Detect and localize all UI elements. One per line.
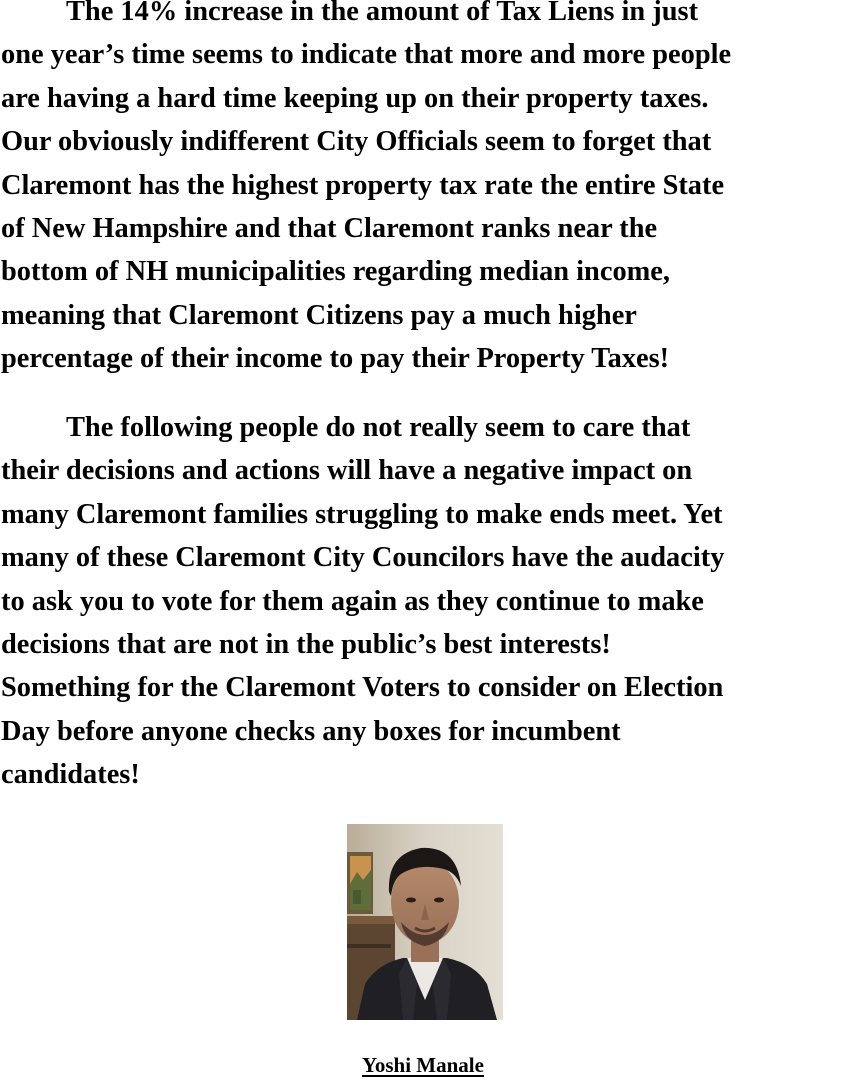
text-line: decisions that are not in the public’s best interests! [1,628,611,660]
text-line: to ask you to vote for them again as they continue to make [1,585,704,617]
portrait-photo [347,824,503,1020]
text-line: many Claremont families struggling to make ends meet. Yet [1,498,723,530]
text-line: percentage of their income to pay their Property Taxes! [1,343,670,375]
signature-name: Yoshi Manale [362,1053,484,1077]
text-line: Day before anyone checks any boxes for incumbent [1,715,621,747]
text-line: meaning that Claremont Citizens pay a much higher [1,299,637,331]
text-line: many of these Claremont City Councilors have the audacity [1,542,725,574]
paragraph-tax-liens [1,0,846,381]
paragraph-councilors [1,406,846,797]
text-line: The following people do not really seem to care that [66,412,691,443]
person-portrait-icon [347,824,503,1020]
text-line: bottom of NH municipalities regarding median income, [1,256,670,288]
text-line: of New Hampshire and that Claremont ranks near the [1,212,658,244]
text-line: Claremont has the highest property tax rate the entire State [1,169,725,201]
text-line: one year’s time seems to indicate that more and more people [1,39,732,71]
text-line: The 14% increase in the amount of Tax Liens in just [66,0,699,27]
text-line: are having a hard time keeping up on their property taxes. [1,82,709,114]
text-line: Something for the Claremont Voters to consider on Election [1,672,724,704]
text-line: Our obviously indifferent City Officials seem to forget that [1,126,712,158]
text-line: their decisions and actions will have a negative impact on [1,455,693,487]
text-line: candidates! [1,759,140,791]
